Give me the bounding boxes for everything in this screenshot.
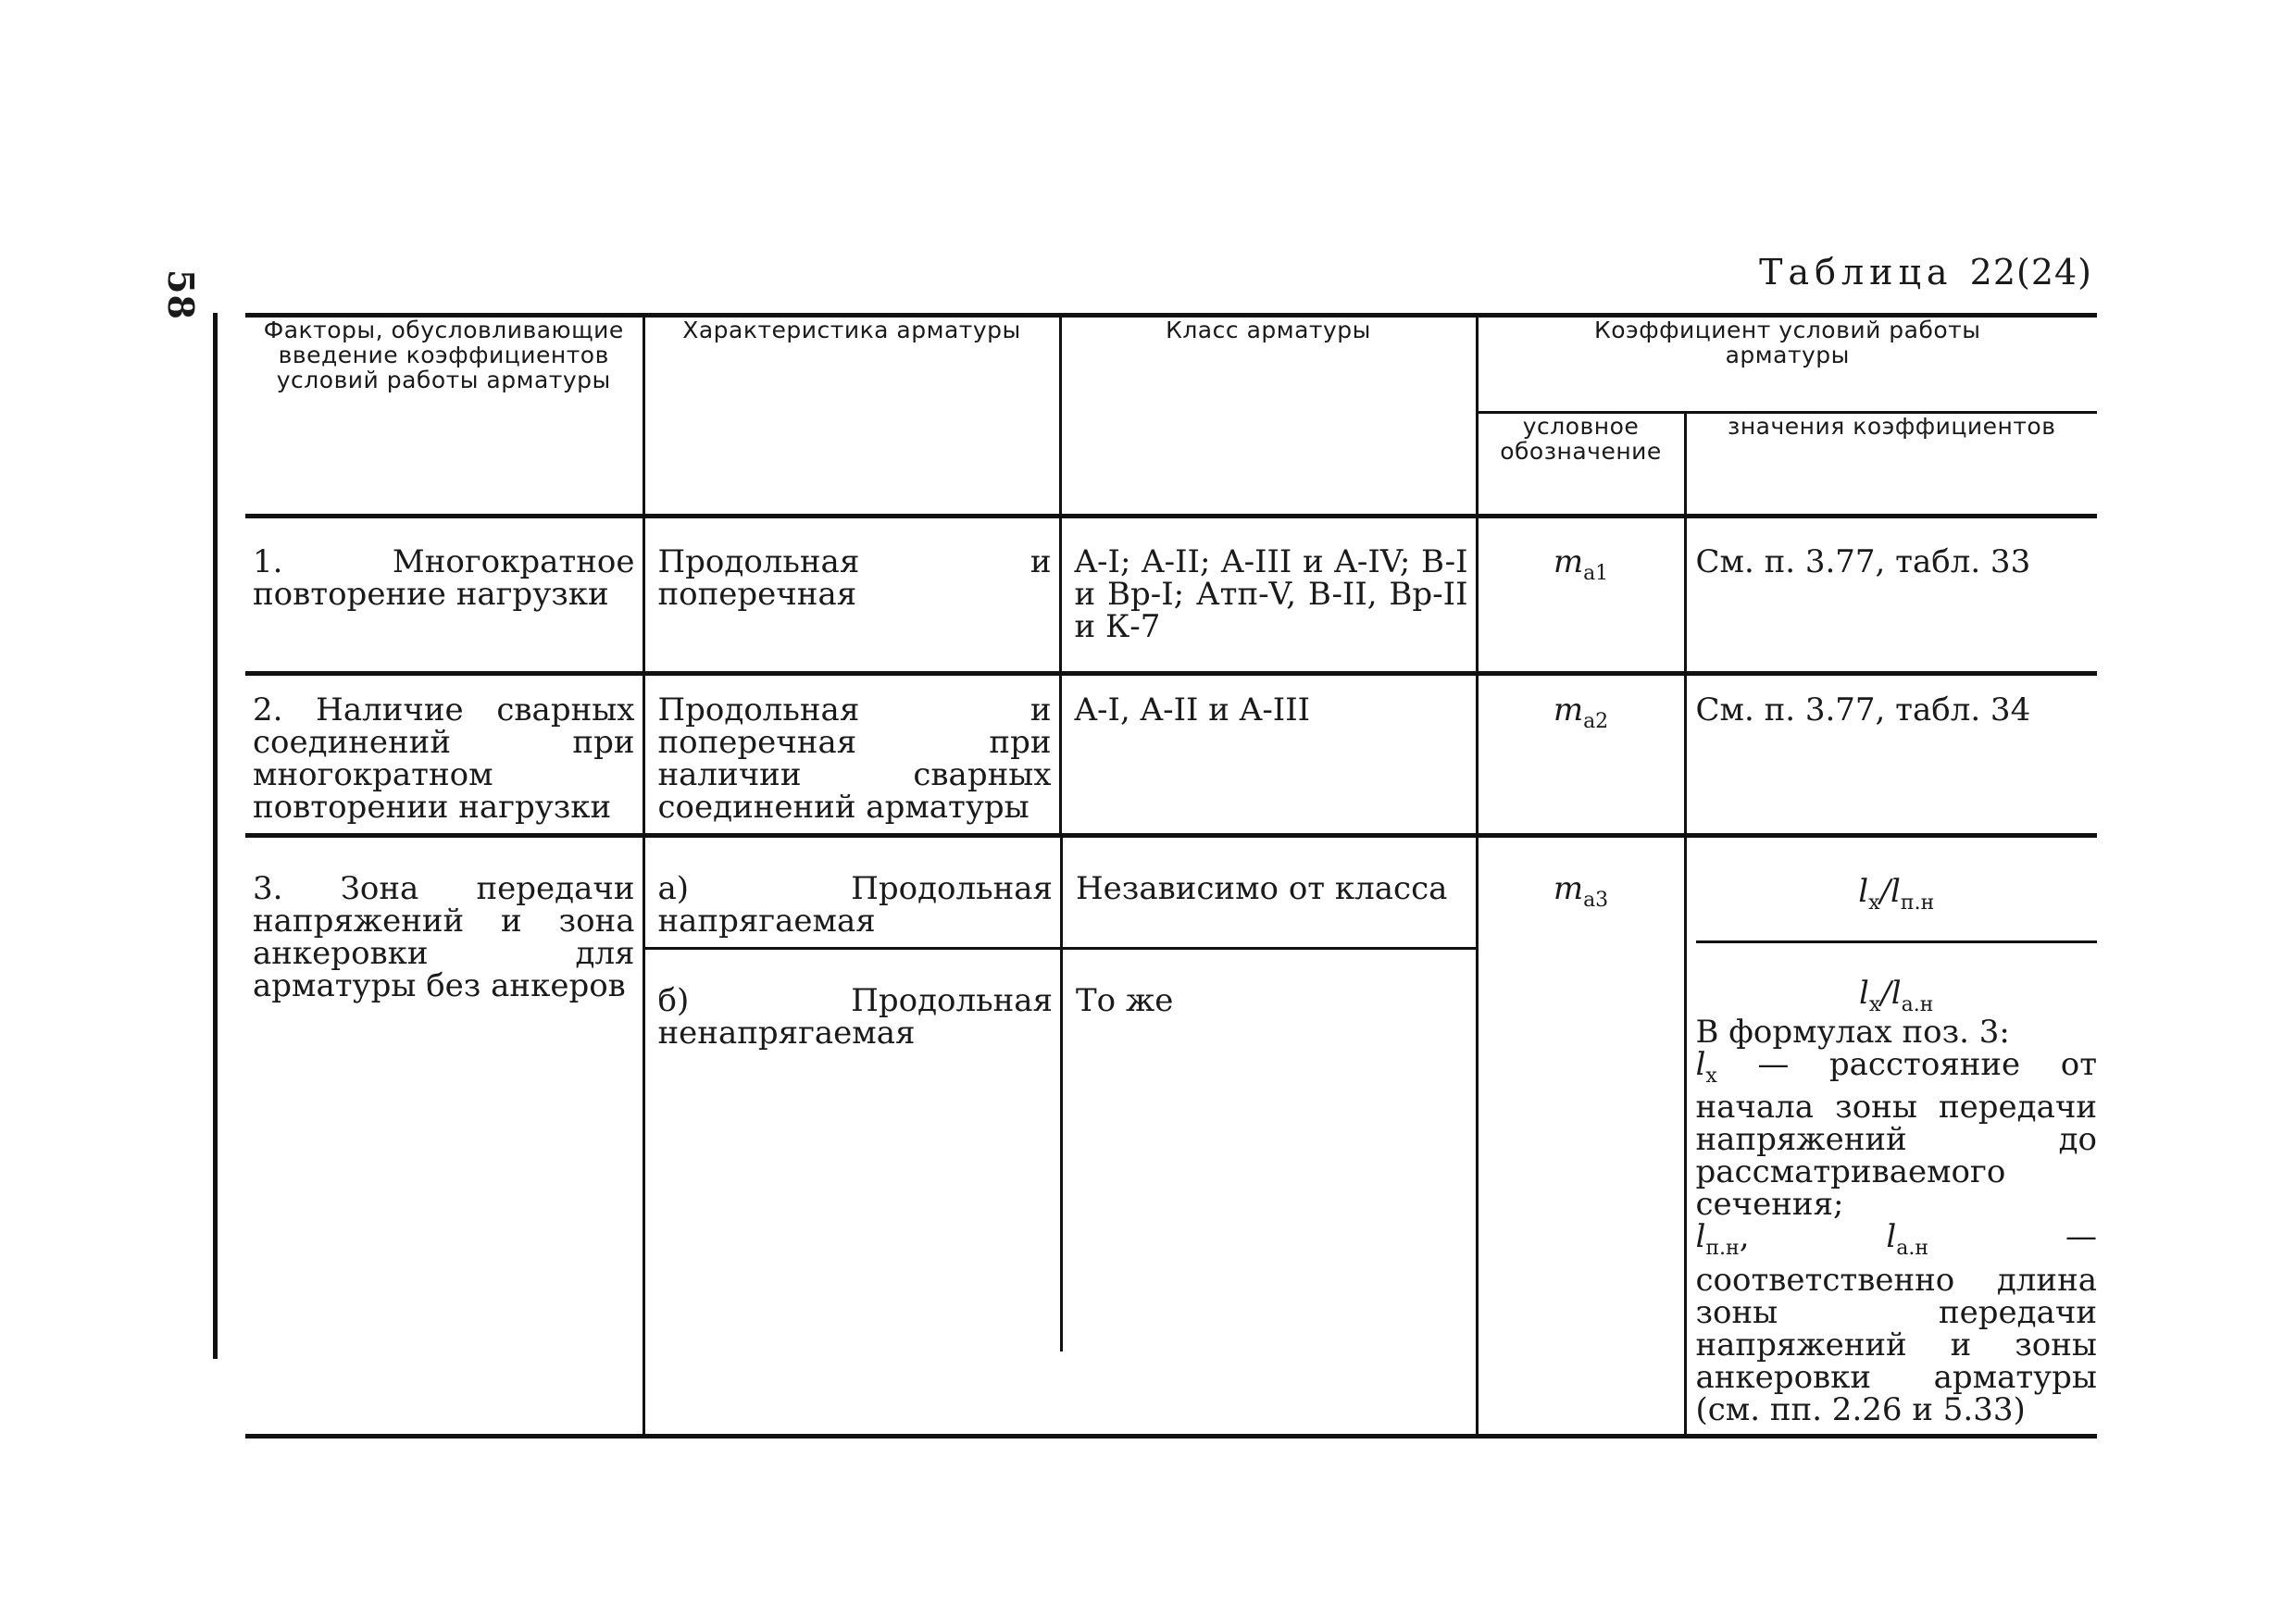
row2-symbol-main: m xyxy=(1553,691,1584,729)
notes-lpn: $l_{п.н}$, $l_{а.н}$ — соответственно длина зоны передачи напряжений и зоны анкеровки арматуры (см. пп. 2.26 и 5.33) xyxy=(1695,1218,2097,1429)
table-caption xyxy=(1759,252,2092,293)
row3-symbol-sub: а3 xyxy=(1583,888,1609,912)
row3a-characteristic: а) Продольная напрягаемая xyxy=(645,838,1062,949)
header-class: Класс арматуры xyxy=(1060,316,1477,517)
row3-factor: 3. Зона передачи напряжений и зона анкеровки для арматуры без анкеров xyxy=(245,836,643,1437)
row3b-class: То же xyxy=(1076,982,1174,1019)
row2-symbol xyxy=(1477,674,1685,836)
row2-value: См. п. 3.77, табл. 34 xyxy=(1695,691,2031,729)
table-sheet xyxy=(213,313,2106,1429)
page-number: 58 xyxy=(159,269,202,320)
row1-characteristic: Продольная и поперечная xyxy=(643,517,1060,674)
row1-value: См. п. 3.77, табл. 33 xyxy=(1695,543,2031,580)
row3a-class: Независимо от класса xyxy=(1062,838,1479,949)
table-caption-word: Таблица xyxy=(1759,252,1953,293)
table-row xyxy=(245,674,2097,836)
row3-value xyxy=(1685,836,2097,1437)
row1-class: A-I; A-II; A-III и A-IV; B-I и Bp-I; Атп-V, B-II, Bp-II и К-7 xyxy=(1060,517,1477,674)
row1-factor: 1. Многократное повторение нагрузки xyxy=(245,517,643,674)
notes-lx: $l_x$ — расстояние от начала зоны передачи напряжений до рассматриваемого сечения; xyxy=(1695,1045,2097,1224)
row3-inner-divider xyxy=(1696,940,2098,943)
coefficients-table xyxy=(245,313,2097,1438)
row3b-value: $l_x/l_{а.н}$ xyxy=(1859,974,1934,1016)
row1-symbol-sub: а1 xyxy=(1583,561,1609,585)
row2-class: A-I, A-II и A-III xyxy=(1060,674,1477,836)
row3a-value: $l_x/l_{п.н}$ xyxy=(1858,873,1935,915)
header-values: значения коэффициентов xyxy=(1685,413,2097,517)
row1-symbol xyxy=(1477,517,1685,674)
row3-symbol xyxy=(1477,836,1685,1437)
row2-factor: 2. Наличие сварных соединений при многократном повторении нагрузки xyxy=(245,674,643,836)
row3-notes xyxy=(1695,1013,2098,1429)
row2-symbol-sub: а2 xyxy=(1583,709,1609,733)
table-row xyxy=(245,836,2097,1437)
row3-symbol-main: m xyxy=(1553,870,1584,907)
row1-symbol-main: m xyxy=(1553,543,1584,580)
row2-characteristic: Продольная и поперечная при наличии сварных соединений арматуры xyxy=(643,674,1060,836)
header-symbol: условное обозначение xyxy=(1477,413,1685,517)
table-caption-number: 22(24) xyxy=(1969,252,2092,293)
notes-intro: В формулах поз. 3: xyxy=(1695,1013,2010,1051)
header-coef-group: Коэффициент условий работы арматуры xyxy=(1477,316,2097,413)
table-row xyxy=(245,517,2097,674)
row3-subrows xyxy=(643,836,1477,1437)
header-characteristic: Характеристика арматуры xyxy=(643,316,1060,517)
row3b-characteristic: б) Продольная ненапрягаемая xyxy=(645,949,1062,1351)
header-factors: Факторы, обусловливающие введение коэффициентов условий работы арматуры xyxy=(245,316,643,517)
